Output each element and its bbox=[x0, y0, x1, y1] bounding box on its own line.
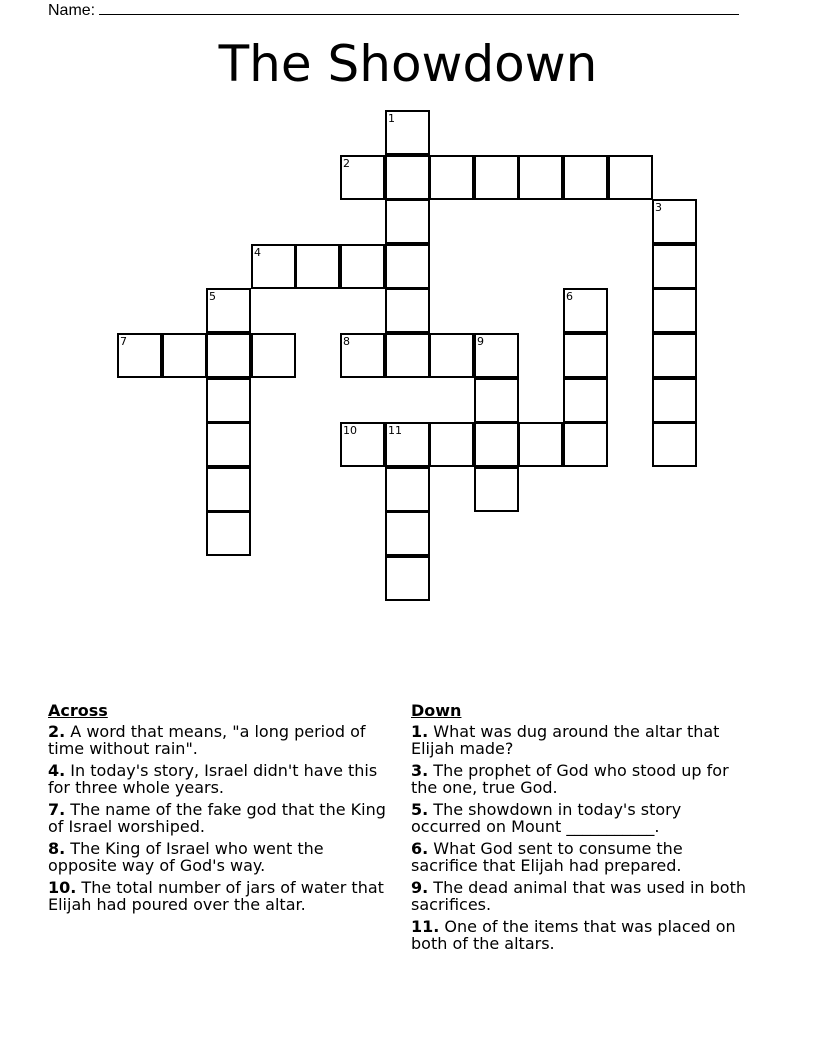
grid-cell[interactable] bbox=[563, 333, 608, 378]
clue-item bbox=[48, 879, 388, 914]
clue-item-text: What God sent to consume the sacrifice that Elijah had prepared. bbox=[411, 838, 683, 875]
clue-item-number: 9. bbox=[411, 877, 429, 897]
clue-item bbox=[411, 918, 751, 953]
grid-cell[interactable] bbox=[652, 244, 697, 289]
grid-cell[interactable] bbox=[251, 333, 296, 378]
clue-item-text: The total number of jars of water that Elijah had poured over the altar. bbox=[48, 877, 384, 914]
grid-cell[interactable] bbox=[117, 333, 162, 378]
clue-number: 8 bbox=[343, 335, 350, 348]
across-clues bbox=[48, 702, 388, 918]
clue-item bbox=[411, 801, 751, 836]
clue-item bbox=[48, 801, 388, 836]
grid-cell[interactable] bbox=[385, 244, 430, 289]
down-clues bbox=[411, 702, 751, 957]
grid-cell[interactable] bbox=[206, 333, 251, 378]
clue-item-number: 6. bbox=[411, 838, 429, 858]
grid-cell[interactable] bbox=[563, 288, 608, 333]
clue-number: 3 bbox=[655, 201, 662, 214]
clue-item bbox=[48, 762, 388, 797]
grid-cell[interactable] bbox=[385, 511, 430, 556]
clue-number: 11 bbox=[388, 424, 402, 437]
grid-cell[interactable] bbox=[429, 422, 474, 467]
clue-number: 4 bbox=[254, 246, 261, 259]
clue-number: 6 bbox=[566, 290, 573, 303]
clue-item bbox=[411, 723, 751, 758]
grid-cell[interactable] bbox=[295, 244, 340, 289]
across-heading: Across bbox=[48, 701, 108, 720]
clue-item bbox=[411, 840, 751, 875]
grid-cell[interactable] bbox=[385, 467, 430, 512]
clue-number: 5 bbox=[209, 290, 216, 303]
grid-cell[interactable] bbox=[162, 333, 207, 378]
grid-cell[interactable] bbox=[474, 422, 519, 467]
grid-cell[interactable] bbox=[474, 467, 519, 512]
clue-number: 1 bbox=[388, 112, 395, 125]
grid-cell[interactable] bbox=[652, 333, 697, 378]
grid-cell[interactable] bbox=[385, 422, 430, 467]
grid-cell[interactable] bbox=[385, 199, 430, 244]
grid-cell[interactable] bbox=[206, 378, 251, 423]
clue-item-text: The King of Israel who went the opposite way of God's way. bbox=[48, 838, 324, 875]
grid-cell[interactable] bbox=[563, 155, 608, 200]
clue-number: 9 bbox=[477, 335, 484, 348]
grid-cell[interactable] bbox=[340, 244, 385, 289]
grid-cell[interactable] bbox=[608, 155, 653, 200]
clue-item-text: The showdown in today's story occurred on Mount ___________. bbox=[411, 799, 682, 836]
grid-cell[interactable] bbox=[563, 378, 608, 423]
grid-cell[interactable] bbox=[652, 422, 697, 467]
grid-cell[interactable] bbox=[385, 288, 430, 333]
clue-item-text: What was dug around the altar that Elijah made? bbox=[411, 721, 720, 758]
grid-cell[interactable] bbox=[563, 422, 608, 467]
clue-item-number: 4. bbox=[48, 760, 66, 780]
grid-cell[interactable] bbox=[340, 155, 385, 200]
down-heading: Down bbox=[411, 701, 462, 720]
clue-item-number: 2. bbox=[48, 721, 66, 741]
grid-cell[interactable] bbox=[474, 333, 519, 378]
grid-cell[interactable] bbox=[206, 422, 251, 467]
grid-cell[interactable] bbox=[518, 155, 563, 200]
across-clue-list bbox=[48, 723, 388, 914]
grid-cell[interactable] bbox=[652, 199, 697, 244]
clue-item-number: 10. bbox=[48, 877, 77, 897]
clue-item-text: In today's story, Israel didn't have this for three whole years. bbox=[48, 760, 378, 797]
grid-cell[interactable] bbox=[206, 467, 251, 512]
grid-cell[interactable] bbox=[429, 333, 474, 378]
clue-item-number: 5. bbox=[411, 799, 429, 819]
down-clue-list bbox=[411, 723, 751, 953]
clue-item-number: 8. bbox=[48, 838, 66, 858]
clue-number: 7 bbox=[120, 335, 127, 348]
grid-cell[interactable] bbox=[429, 155, 474, 200]
clue-number: 10 bbox=[343, 424, 357, 437]
grid-cell[interactable] bbox=[340, 333, 385, 378]
grid-cell[interactable] bbox=[474, 155, 519, 200]
grid-cell[interactable] bbox=[206, 288, 251, 333]
grid-cell[interactable] bbox=[474, 378, 519, 423]
grid-cell[interactable] bbox=[385, 556, 430, 601]
grid-cell[interactable] bbox=[652, 288, 697, 333]
clue-item-text: A word that means, "a long period of time without rain". bbox=[48, 721, 366, 758]
grid-cell[interactable] bbox=[518, 422, 563, 467]
clue-item-text: The prophet of God who stood up for the one, true God. bbox=[411, 760, 729, 797]
clue-item bbox=[48, 723, 388, 758]
grid-cell[interactable] bbox=[385, 155, 430, 200]
clue-item bbox=[411, 762, 751, 797]
grid-cell[interactable] bbox=[340, 422, 385, 467]
clue-item bbox=[411, 879, 751, 914]
clue-item-number: 3. bbox=[411, 760, 429, 780]
clue-item-text: One of the items that was placed on both of the altars. bbox=[411, 916, 736, 953]
grid-cell[interactable] bbox=[385, 110, 430, 155]
page-title: The Showdown bbox=[218, 35, 598, 93]
grid-cell[interactable] bbox=[385, 333, 430, 378]
grid-cell[interactable] bbox=[652, 378, 697, 423]
name-label: Name: bbox=[48, 2, 96, 19]
clue-item-number: 1. bbox=[411, 721, 429, 741]
clue-item-number: 11. bbox=[411, 916, 440, 936]
clue-number: 2 bbox=[343, 157, 350, 170]
clue-item-number: 7. bbox=[48, 799, 66, 819]
clue-item-text: The name of the fake god that the King of Israel worshiped. bbox=[48, 799, 386, 836]
grid-cell[interactable] bbox=[251, 244, 296, 289]
clue-item-text: The dead animal that was used in both sacrifices. bbox=[411, 877, 746, 914]
clue-item bbox=[48, 840, 388, 875]
grid-cell[interactable] bbox=[206, 511, 251, 556]
